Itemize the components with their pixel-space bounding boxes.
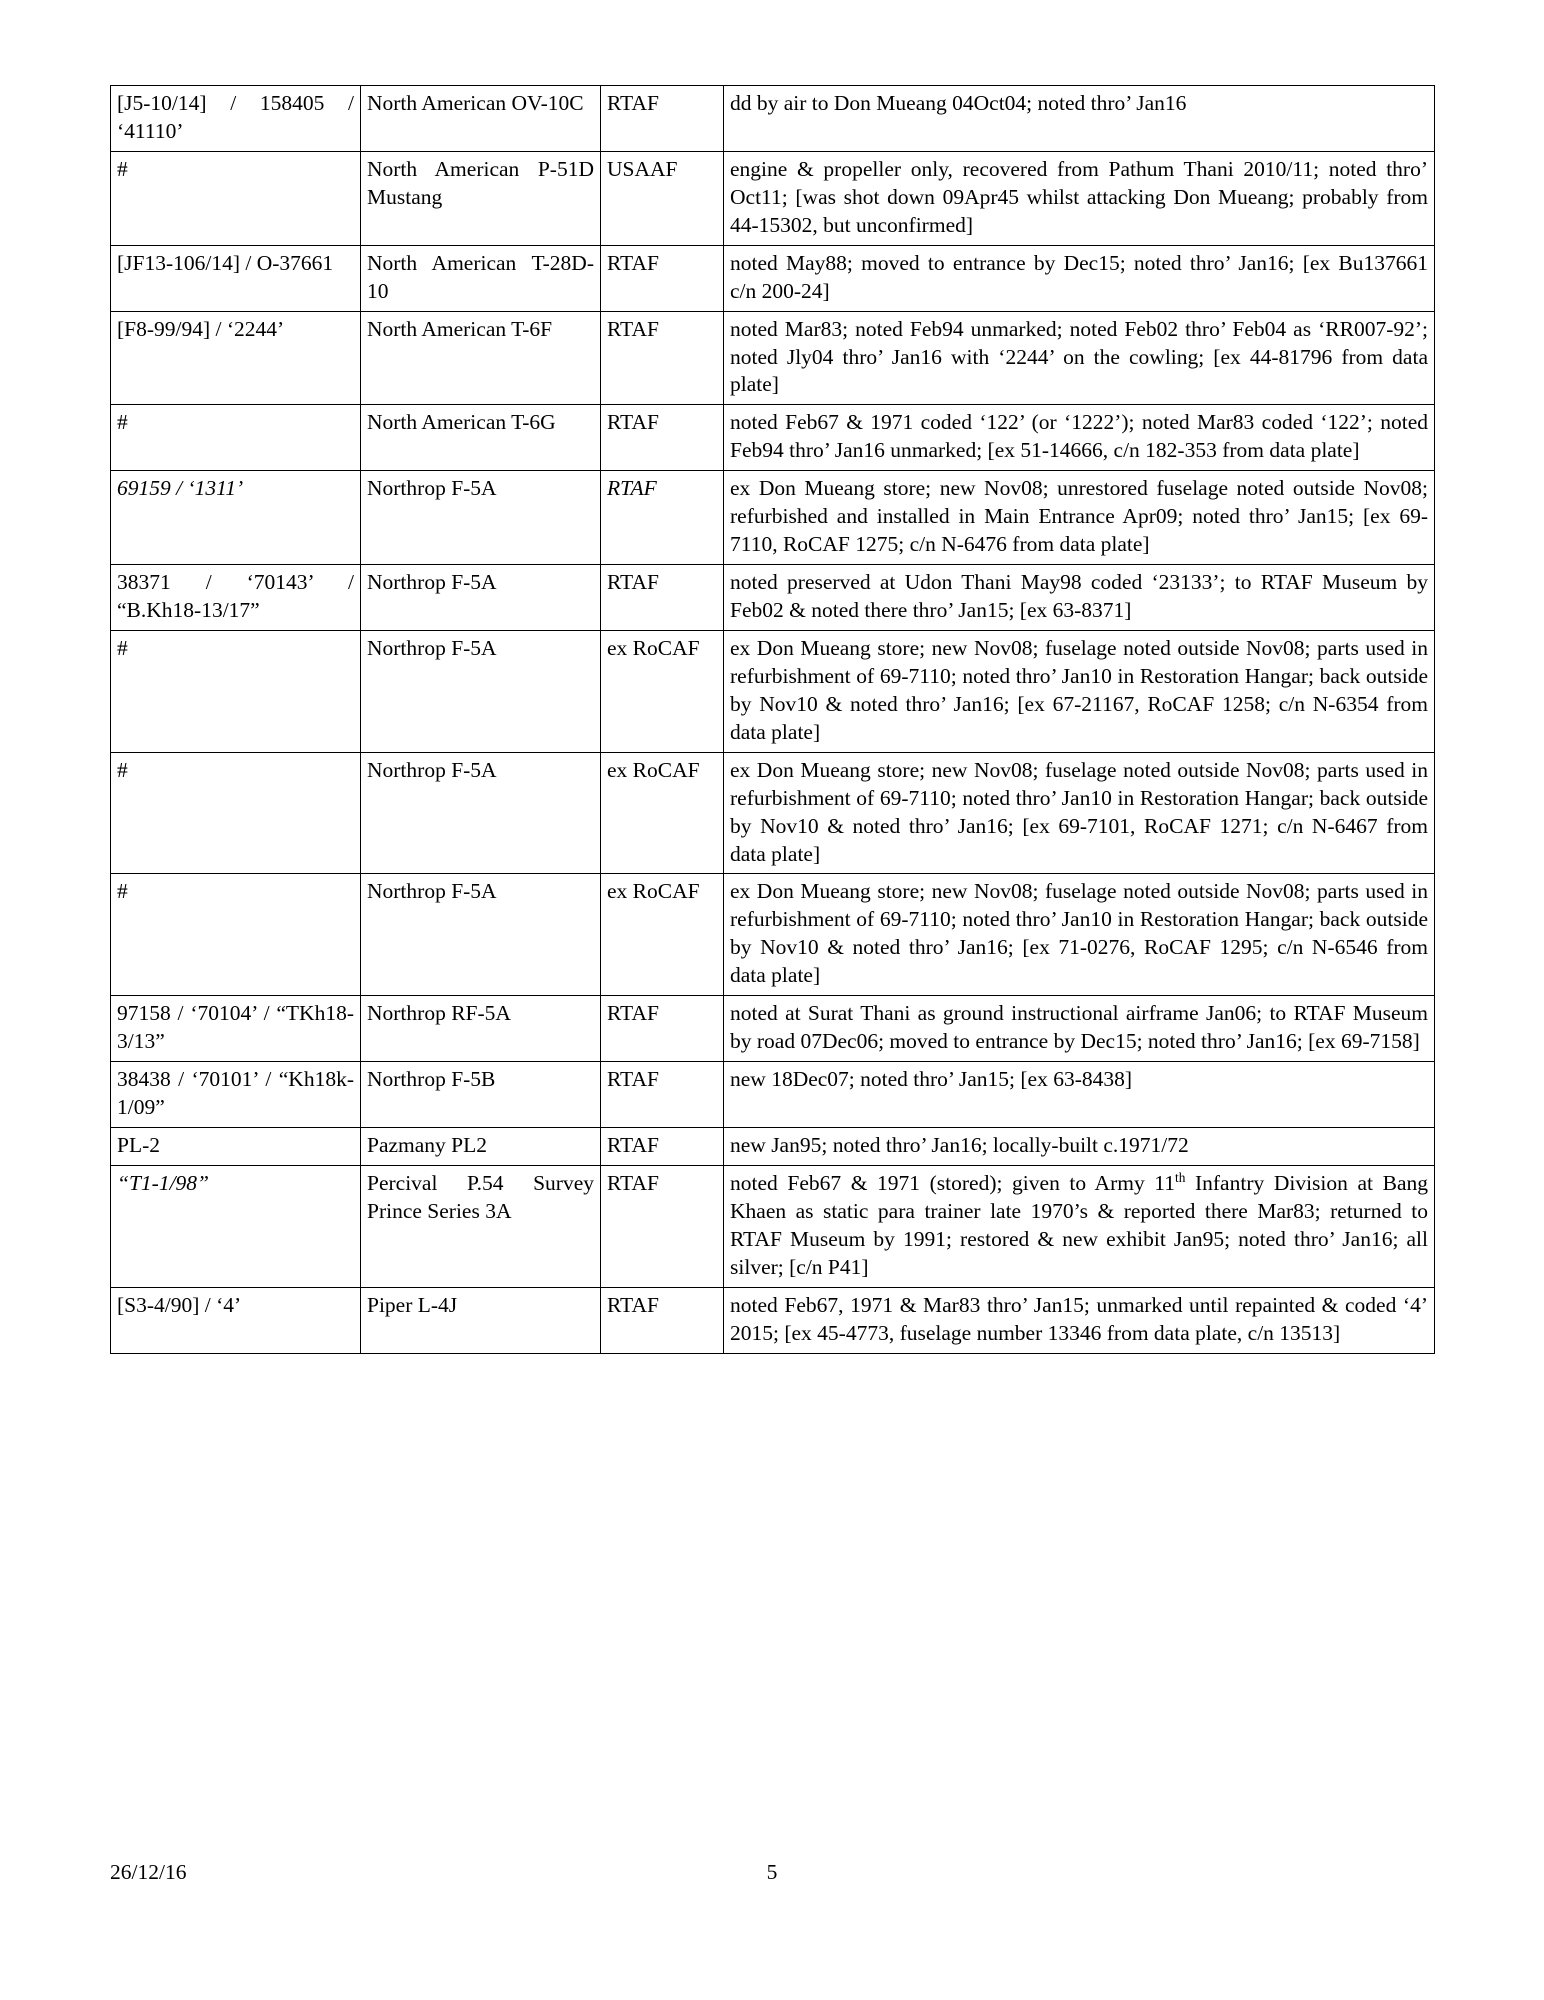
cell-operator: USAAF bbox=[601, 151, 724, 245]
cell-notes: ex Don Mueang store; new Nov08; fuselage noted outside Nov08; parts used in refurbishment of 69-7110; noted thro’ Jan10 in Restoration Hangar; back outside by Nov10 & noted thro’ Jan16; [ex 69-7101, RoCAF 1271; c/n N-6467 from data plate] bbox=[724, 752, 1435, 874]
cell-operator: ex RoCAF bbox=[601, 874, 724, 996]
cell-serial: # bbox=[111, 874, 361, 996]
cell-notes: new Jan95; noted thro’ Jan16; locally-built c.1971/72 bbox=[724, 1127, 1435, 1165]
table-row bbox=[111, 151, 1435, 245]
cell-aircraft-type: Northrop F-5A bbox=[361, 874, 601, 996]
table-row bbox=[111, 752, 1435, 874]
cell-aircraft-type: Northrop F-5A bbox=[361, 471, 601, 565]
table-row bbox=[111, 874, 1435, 996]
cell-operator: RTAF bbox=[601, 565, 724, 631]
cell-operator: RTAF bbox=[601, 471, 724, 565]
cell-aircraft-type: North American T-28D-10 bbox=[361, 245, 601, 311]
cell-serial: “T1-1/98” bbox=[111, 1165, 361, 1287]
table-row bbox=[111, 86, 1435, 152]
page-footer bbox=[110, 1860, 1434, 1888]
cell-aircraft-type: Northrop RF-5A bbox=[361, 996, 601, 1062]
table-row bbox=[111, 311, 1435, 405]
cell-operator: RTAF bbox=[601, 996, 724, 1062]
cell-aircraft-type: Pazmany PL2 bbox=[361, 1127, 601, 1165]
cell-aircraft-type: Northrop F-5A bbox=[361, 565, 601, 631]
table-row bbox=[111, 1165, 1435, 1287]
cell-operator: RTAF bbox=[601, 1287, 724, 1353]
table-row bbox=[111, 1127, 1435, 1165]
cell-notes: ex Don Mueang store; new Nov08; fuselage noted outside Nov08; parts used in refurbishment of 69-7110; noted thro’ Jan10 in Restoration Hangar; back outside by Nov10 & noted thro’ Jan16; [ex 71-0276, RoCAF 1295; c/n N-6546 from data plate] bbox=[724, 874, 1435, 996]
cell-notes: noted at Surat Thani as ground instructional airframe Jan06; to RTAF Museum by road 07Dec06; moved to entrance by Dec15; noted thro’ Jan16; [ex 69-7158] bbox=[724, 996, 1435, 1062]
cell-serial: # bbox=[111, 630, 361, 752]
cell-aircraft-type: Northrop F-5B bbox=[361, 1062, 601, 1128]
cell-operator: ex RoCAF bbox=[601, 752, 724, 874]
cell-aircraft-type: North American OV-10C bbox=[361, 86, 601, 152]
cell-operator: ex RoCAF bbox=[601, 630, 724, 752]
cell-operator: RTAF bbox=[601, 311, 724, 405]
cell-operator: RTAF bbox=[601, 86, 724, 152]
cell-aircraft-type: Piper L-4J bbox=[361, 1287, 601, 1353]
table-row bbox=[111, 1287, 1435, 1353]
cell-aircraft-type: Percival P.54 Survey Prince Series 3A bbox=[361, 1165, 601, 1287]
cell-notes: engine & propeller only, recovered from Pathum Thani 2010/11; noted thro’ Oct11; [was shot down 09Apr45 whilst attacking Don Mueang; probably from 44-15302, but unconfirmed] bbox=[724, 151, 1435, 245]
table-row bbox=[111, 405, 1435, 471]
cell-aircraft-type: Northrop F-5A bbox=[361, 752, 601, 874]
cell-operator: RTAF bbox=[601, 405, 724, 471]
table-row bbox=[111, 471, 1435, 565]
cell-aircraft-type: North American T-6G bbox=[361, 405, 601, 471]
cell-operator: RTAF bbox=[601, 1062, 724, 1128]
table-row bbox=[111, 1062, 1435, 1128]
table-row bbox=[111, 996, 1435, 1062]
aircraft-register-table bbox=[110, 85, 1435, 1354]
cell-serial: # bbox=[111, 151, 361, 245]
cell-serial: # bbox=[111, 405, 361, 471]
cell-serial: [JF13-106/14] / O-37661 bbox=[111, 245, 361, 311]
footer-page-number: 5 bbox=[766, 1860, 778, 1884]
cell-notes: noted May88; moved to entrance by Dec15; noted thro’ Jan16; [ex Bu137661 c/n 200-24] bbox=[724, 245, 1435, 311]
cell-notes: ex Don Mueang store; new Nov08; unrestored fuselage noted outside Nov08; refurbished and installed in Main Entrance Apr09; noted thro’ Jan15; [ex 69-7110, RoCAF 1275; c/n N-6476 from data plate] bbox=[724, 471, 1435, 565]
cell-aircraft-type: Northrop F-5A bbox=[361, 630, 601, 752]
cell-notes: noted Feb67 & 1971 (stored); given to Army 11th Infantry Division at Bang Khaen as static para trainer late 1970’s & reported there Mar83; returned to RTAF Museum by 1991; restored & new exhibit Jan95; noted thro’ Jan16; all silver; [c/n P41] bbox=[724, 1165, 1435, 1287]
register-table-body bbox=[111, 86, 1435, 1354]
cell-notes: new 18Dec07; noted thro’ Jan15; [ex 63-8438] bbox=[724, 1062, 1435, 1128]
cell-aircraft-type: North American T-6F bbox=[361, 311, 601, 405]
table-row bbox=[111, 565, 1435, 631]
cell-serial: [J5-10/14] / 158405 / ‘41110’ bbox=[111, 86, 361, 152]
cell-notes: ex Don Mueang store; new Nov08; fuselage noted outside Nov08; parts used in refurbishment of 69-7110; noted thro’ Jan10 in Restoration Hangar; back outside by Nov10 & noted thro’ Jan16; [ex 67-21167, RoCAF 1258; c/n N-6354 from data plate] bbox=[724, 630, 1435, 752]
cell-serial: 69159 / ‘1311’ bbox=[111, 471, 361, 565]
table-row bbox=[111, 630, 1435, 752]
cell-serial: # bbox=[111, 752, 361, 874]
cell-operator: RTAF bbox=[601, 245, 724, 311]
cell-operator: RTAF bbox=[601, 1165, 724, 1287]
cell-serial: PL-2 bbox=[111, 1127, 361, 1165]
cell-notes: noted Feb67 & 1971 coded ‘122’ (or ‘1222’); noted Mar83 coded ‘122’; noted Feb94 thro’ Jan16 unmarked; [ex 51-14666, c/n 182-353 from data plate] bbox=[724, 405, 1435, 471]
cell-serial: 97158 / ‘70104’ / “TKh18-3/13” bbox=[111, 996, 361, 1062]
cell-notes: noted Mar83; noted Feb94 unmarked; noted Feb02 thro’ Feb04 as ‘RR007-92’; noted Jly04 thro’ Jan16 with ‘2244’ on the cowling; [ex 44-81796 from data plate] bbox=[724, 311, 1435, 405]
footer-date: 26/12/16 bbox=[110, 1860, 187, 1884]
cell-serial: 38371 / ‘70143’ / “B.Kh18-13/17” bbox=[111, 565, 361, 631]
cell-notes: noted Feb67, 1971 & Mar83 thro’ Jan15; unmarked until repainted & coded ‘4’ 2015; [ex 45-4773, fuselage number 13346 from data plate, c/n 13513] bbox=[724, 1287, 1435, 1353]
cell-notes: noted preserved at Udon Thani May98 coded ‘23133’; to RTAF Museum by Feb02 & noted there thro’ Jan15; [ex 63-8371] bbox=[724, 565, 1435, 631]
cell-serial: [S3-4/90] / ‘4’ bbox=[111, 1287, 361, 1353]
cell-serial: [F8-99/94] / ‘2244’ bbox=[111, 311, 361, 405]
cell-operator: RTAF bbox=[601, 1127, 724, 1165]
cell-notes: dd by air to Don Mueang 04Oct04; noted thro’ Jan16 bbox=[724, 86, 1435, 152]
cell-serial: 38438 / ‘70101’ / “Kh18k-1/09” bbox=[111, 1062, 361, 1128]
cell-aircraft-type: North American P-51D Mustang bbox=[361, 151, 601, 245]
table-row bbox=[111, 245, 1435, 311]
